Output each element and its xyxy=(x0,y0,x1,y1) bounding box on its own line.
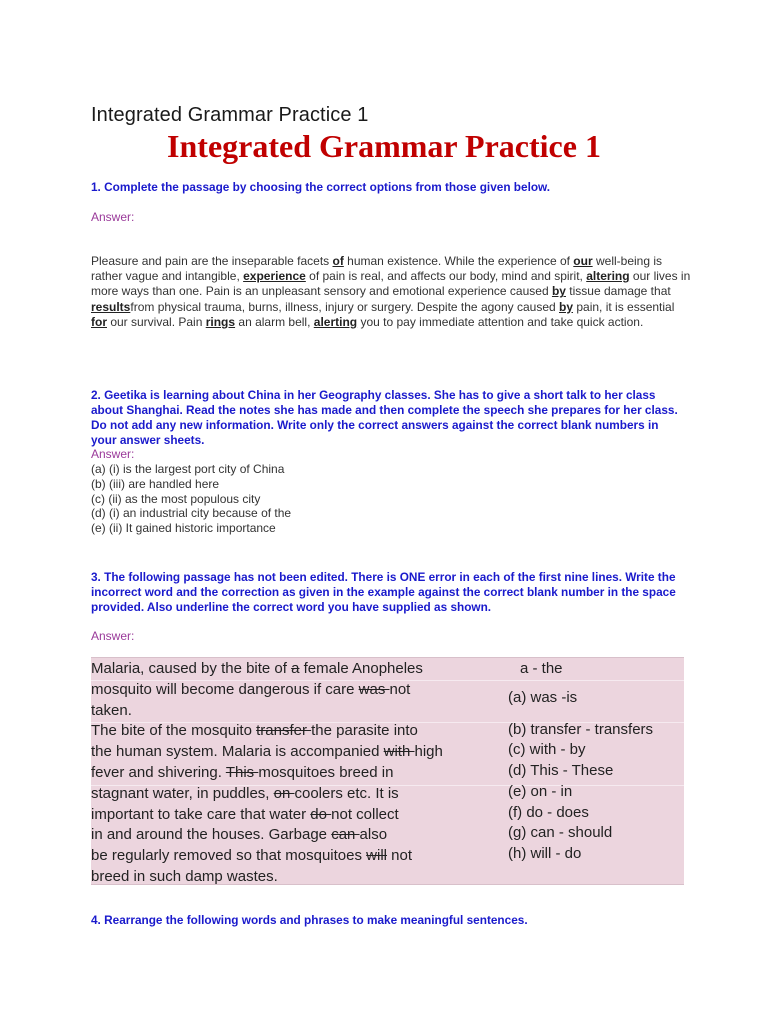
passage-line xyxy=(91,721,501,742)
answer-item: (c) (ii) as the most populous city xyxy=(91,491,261,506)
question-3-prompt: 3. The following passage has not been edited. There is ONE error in each of the first nine lines. Write the incorrect word and the correction as given in the example against the correct blank number in the space provided. Also underline the correct word you have supplied as shown. xyxy=(91,570,676,614)
passage-text: also xyxy=(359,826,388,844)
filled-answer-word: rings xyxy=(205,314,236,329)
filled-answer-word: experience xyxy=(243,269,306,284)
passage-line xyxy=(91,784,501,805)
passage-text: you to pay immediate attention and take quick action. xyxy=(357,314,644,329)
struck-error-word: was xyxy=(358,680,390,698)
passage-text: an alarm bell, xyxy=(235,314,314,329)
page-header-title: Integrated Grammar Practice 1 xyxy=(91,104,369,126)
passage-text: Malaria, caused by the bite of xyxy=(91,660,292,677)
passage-text: not collect xyxy=(331,805,399,823)
passage-text: the parasite into xyxy=(311,722,418,740)
struck-error-word: will xyxy=(366,847,387,865)
passage-text: not xyxy=(387,847,413,865)
question-1-passage xyxy=(91,254,691,330)
question-4-prompt: 4. Rearrange the following words and phrases to make meaningful sentences. xyxy=(91,913,528,927)
passage-text: our survival. Pain xyxy=(107,314,206,329)
passage-text: mosquitoes breed in xyxy=(258,763,394,781)
passage-text: of pain is real, and affects our body, mind and spirit, xyxy=(305,269,587,284)
passage-text: pain, it is essential xyxy=(573,299,675,314)
passage-text: in and around the houses. Garbage xyxy=(91,826,332,844)
correction-d: (d) This - These xyxy=(508,762,614,779)
passage-text: stagnant water, in puddles, xyxy=(91,784,274,802)
passage-text: well-being is rather vague and intangible, xyxy=(91,254,663,284)
question-2-prompt: 2. Geetika is learning about China in her Geography classes. She has to give a short talk to her class about Shanghai. Read the notes she has made and then complete the speech she prepares for her class. Do not add any new information. Write only the correct answers against the correct blank numbers in your answer sheets. xyxy=(91,388,678,447)
answer-item: (a) (i) is the largest port city of China xyxy=(91,462,285,476)
filled-answer-word: for xyxy=(91,314,107,329)
passage-text: human existence. While the experience of xyxy=(343,254,574,268)
passage-text: the human system. Malaria is accompanied xyxy=(91,743,384,761)
struck-error-word: with xyxy=(383,743,415,761)
passage-line xyxy=(91,867,501,888)
struck-error-word: can xyxy=(331,826,360,844)
passage-text: Pleasure and pain are the inseparable facets xyxy=(91,254,333,268)
struck-error-word: a xyxy=(291,660,300,677)
passage-text: mosquito will become dangerous if care xyxy=(91,680,359,698)
passage-line xyxy=(91,742,501,763)
error-correction-table xyxy=(91,657,684,885)
passage-line xyxy=(91,825,501,846)
passage-text: breed in such damp wastes. xyxy=(91,867,278,885)
passage-line xyxy=(91,659,501,680)
correction-g: (g) can - should xyxy=(508,824,613,841)
struck-error-word: transfer xyxy=(256,722,312,740)
question-1-answer-label: Answer: xyxy=(91,210,135,224)
passage-text: be regularly removed so that mosquitoes xyxy=(91,847,367,865)
filled-answer-word: of xyxy=(332,254,344,268)
filled-answer-word: our xyxy=(573,254,593,268)
passage-text: tissue damage that xyxy=(565,284,671,299)
correction-e: (e) on - in xyxy=(508,783,573,800)
passage-text: taken. xyxy=(91,701,132,719)
passage-text: high xyxy=(414,743,443,761)
filled-answer-word: by xyxy=(559,299,574,314)
question-2-answer-list xyxy=(91,462,491,536)
answer-item: (e) (ii) It gained historic importance xyxy=(91,521,276,536)
answer-item: (d) (i) an industrial city because of the xyxy=(91,506,292,521)
struck-error-word: do xyxy=(310,805,332,823)
filled-answer-word: by xyxy=(551,284,566,299)
passage-line xyxy=(91,680,501,701)
struck-error-word: on xyxy=(273,784,295,802)
passage-line xyxy=(91,805,501,826)
passage-line xyxy=(91,701,501,722)
filled-answer-word: results xyxy=(91,299,131,314)
passage-text-column xyxy=(91,659,501,888)
passage-text: female Anopheles xyxy=(299,660,423,677)
passage-line xyxy=(91,846,501,867)
question-3-answer-label: Answer: xyxy=(91,629,135,643)
passage-text: not xyxy=(389,680,411,698)
answer-item: (b) (iii) are handled here xyxy=(91,476,220,491)
correction-h: (h) will - do xyxy=(508,845,582,862)
passage-text: from physical trauma, burns, illness, injury or surgery. Despite the agony caused xyxy=(130,299,559,314)
correction-example: a - the xyxy=(520,660,563,677)
correction-b: (b) transfer - transfers xyxy=(508,721,654,738)
passage-line xyxy=(91,763,501,784)
question-2-answer-label: Answer: xyxy=(91,447,135,461)
correction-a: (a) was -is xyxy=(508,689,578,706)
correction-c: (c) with - by xyxy=(508,741,586,758)
struck-error-word: This xyxy=(225,763,259,781)
passage-text: fever and shivering. xyxy=(91,763,226,781)
passage-text: coolers etc. It is xyxy=(294,784,399,802)
passage-text: our lives in more ways than one. Pain is an unpleasant sensory and emotional experience caused xyxy=(91,269,691,299)
document-title: Integrated Grammar Practice 1 xyxy=(167,128,601,164)
passage-text: The bite of the mosquito xyxy=(91,722,257,740)
filled-answer-word: alerting xyxy=(313,314,358,329)
filled-answer-word: altering xyxy=(586,269,630,284)
correction-f: (f) do - does xyxy=(508,804,589,821)
passage-text: important to take care that water xyxy=(91,805,311,823)
question-1-prompt: 1. Complete the passage by choosing the correct options from those given below. xyxy=(91,180,551,194)
